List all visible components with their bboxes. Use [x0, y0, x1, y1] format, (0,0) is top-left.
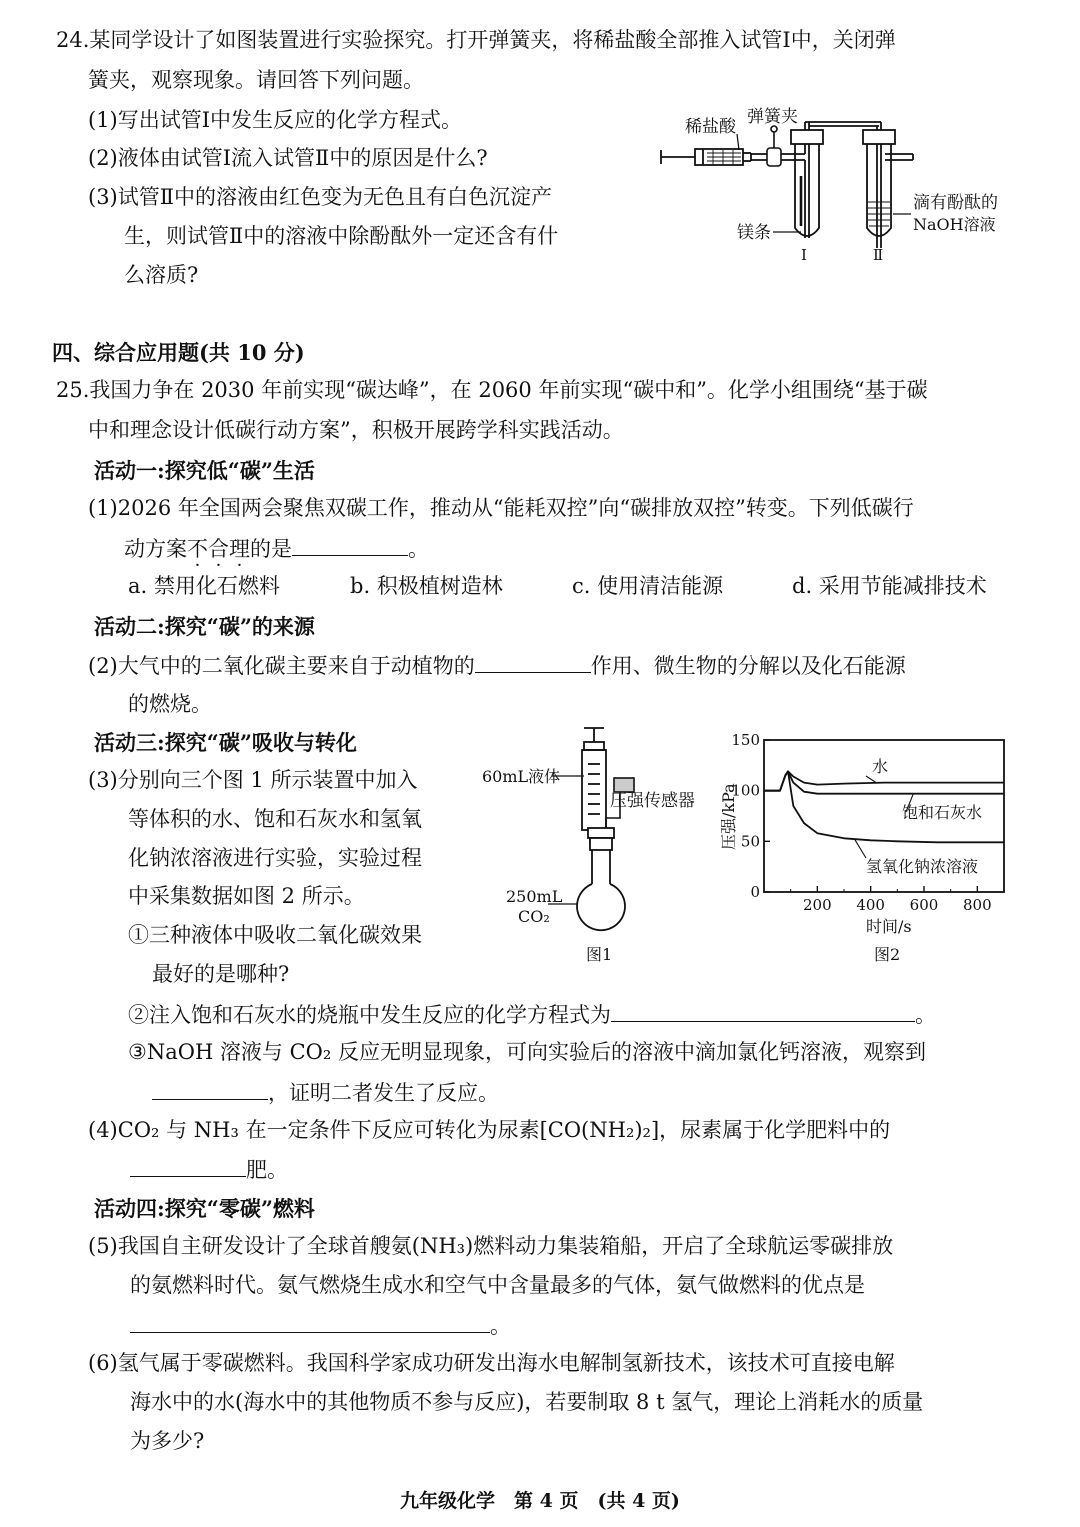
answer-blank-4[interactable] [152, 1081, 268, 1100]
q25-p6-line1: (6)氢气属于零碳燃料。我国科学家成功研发出海水电解制氢新技术，该技术可直接电解 [88, 1351, 895, 1375]
q25-p6-line3: 为多少? [130, 1429, 205, 1453]
chart-y-axis-label: 压强/kPa [719, 783, 738, 850]
section-4-title: 四、综合应用题(共 10 分) [52, 340, 305, 365]
option-c: c. 使用清洁能源 [572, 574, 724, 598]
q25-p3-q3-line1: ③NaOH 溶液与 CO₂ 反应无明显现象，可向实验后的溶液中滴加氯化钙溶液，观察到 [128, 1040, 926, 1064]
y-tick-label-100: 100 [731, 781, 760, 800]
x-axis-ticks [791, 886, 992, 914]
q25-p3-line2: 等体积的水、饱和石灰水和氢氧 [128, 807, 422, 831]
q25-p3-q3-line2 [152, 1081, 499, 1104]
q25-p5-line1: (5)我国自主研发设计了全球首艘氨(NH₃)燃料动力集装箱船，开启了全球航运零碳排放 [88, 1234, 894, 1258]
label-spring-clamp: 弹簧夹 [747, 107, 798, 127]
activity-1-title: 活动一:探究低“碳”生活 [94, 458, 315, 483]
label-pressure-sensor: 压强传感器 [610, 791, 695, 811]
q25-p4-line1: (4)CO₂ 与 NH₃ 在一定条件下反应可转化为尿素[CO(NH₂)₂]，尿素属于化学肥料中的 [88, 1118, 891, 1142]
q25-p3-line4: 中采集数据如图 2 所示。 [128, 884, 365, 908]
p3-q3-text: ，证明二者发生了反应。 [268, 1081, 499, 1105]
q25-p3-q1-line2: 最好的是哪种? [152, 962, 290, 986]
q24-stem-line2: 簧夹，观察现象。请回答下列问题。 [88, 68, 424, 92]
chart-x-axis-label: 时间/s [866, 917, 912, 936]
label-60ml-liquid: 60mL液体 [482, 767, 561, 786]
label-tube-1: Ⅰ [801, 246, 807, 264]
q25-p2-line2: 的燃烧。 [128, 692, 212, 716]
p5-end: 。 [490, 1314, 511, 1338]
test-tube-1 [791, 130, 823, 236]
q24-stem-line1: 24.某同学设计了如图装置进行实验探究。打开弹簧夹，将稀盐酸全部推入试管Ⅰ中，关闭弹 [56, 28, 896, 52]
q24-apparatus-figure [655, 98, 1030, 268]
acid-liquid-hatching [707, 150, 741, 164]
p1-text-b: 的是 [250, 537, 292, 561]
y-tick-label-150: 150 [731, 731, 760, 749]
figure-1-apparatus [480, 724, 720, 974]
emph-char-2: 合 [208, 537, 229, 561]
figure-1-caption: 图1 [586, 945, 613, 964]
q25-p3-q1-line1: ①三种液体中吸收二氧化碳效果 [128, 923, 422, 947]
q25-p3-q2 [128, 1003, 936, 1026]
label-co2: CO₂ [518, 907, 550, 926]
x-tick-label-800: 800 [963, 896, 992, 914]
p3-q2-end: 。 [915, 1003, 936, 1027]
label-mg-ribbon: 镁条 [737, 223, 771, 243]
q25-stem-line1: 25.我国力争在 2030 年前实现“碳达峰”，在 2060 年前实现“碳中和”。化学小组围绕“基于碳 [56, 378, 928, 402]
series-label-2: 氢氧化钠浓溶液 [866, 857, 979, 876]
q24-sub1: (1)写出试管Ⅰ中发生反应的化学方程式。 [88, 108, 463, 132]
p1-end: 。 [408, 537, 429, 561]
q24-sub3-line1: (3)试管Ⅱ中的溶液由红色变为无色且有白色沉淀产 [88, 185, 553, 209]
q24-sub3-line3: 么溶质? [124, 263, 199, 287]
q25-stem-line2: 中和理念设计低碳行动方案”，积极开展跨学科实践活动。 [88, 418, 624, 442]
answer-blank-1[interactable] [292, 537, 408, 556]
spring-clamp [767, 126, 781, 166]
activity-3-title: 活动三:探究“碳”吸收与转化 [94, 730, 357, 755]
q25-p6-line2: 海水中的水(海水中的其他物质不参与反应)，若要制取 8 t 氢气，理论上消耗水的质量 [130, 1390, 924, 1414]
q25-p1-line1: (1)2026 年全国两会聚焦双碳工作，推动从“能耗双控”向“碳排放双控”转变。下列低碳行 [88, 496, 914, 520]
p2-text-a: (2)大气中的二氧化碳主要来自于动植物的 [88, 654, 475, 678]
x-tick-label-200: 200 [803, 896, 832, 914]
q25-p2-line1 [88, 654, 906, 677]
series-leader-0 [866, 776, 876, 783]
label-solution-line1: 滴有酚酞的 [913, 193, 998, 213]
option-d: d. 采用节能减排技术 [792, 574, 987, 598]
series-label-1: 饱和石灰水 [902, 803, 983, 822]
label-dilute-hcl: 稀盐酸 [685, 117, 736, 137]
activity-4-title: 活动四:探究“零碳”燃料 [94, 1196, 315, 1221]
page-footer: 九年级化学 第 4 页 (共 4 页) [400, 1490, 680, 1512]
figure-2-pressure-chart [716, 724, 1016, 974]
emph-char-1: 不 [187, 537, 208, 561]
y-tick-label-50: 50 [740, 832, 760, 851]
p3-q2-text: ②注入饱和石灰水的烧瓶中发生反应的化学方程式为 [128, 1003, 611, 1027]
q25-p3-line1: (3)分别向三个图 1 所示装置中加入 [88, 768, 418, 792]
label-tube-2: Ⅱ [873, 246, 884, 264]
chart-series-labels [855, 757, 982, 876]
q24-sub3-line2: 生，则试管Ⅱ中的溶液中除酚酞外一定还含有什 [124, 224, 559, 248]
p1-text-a: 动方案 [124, 537, 187, 561]
fig1-syringe [582, 728, 606, 844]
q25-p3-line3: 化钠浓溶液进行实验，实验过程 [128, 846, 422, 870]
p2-text-b: 作用、微生物的分解以及化石能源 [590, 654, 906, 678]
x-tick-label-400: 400 [856, 896, 885, 914]
label-solution-line2: NaOH溶液 [913, 215, 996, 234]
answer-blank-3[interactable] [611, 1003, 915, 1022]
option-a: a. 禁用化石燃料 [128, 574, 280, 598]
answer-blank-6[interactable] [130, 1314, 490, 1333]
p4-text: 肥。 [246, 1158, 288, 1182]
series-label-0: 水 [872, 757, 889, 776]
q25-p4-line2 [130, 1158, 288, 1181]
q25-p5-line2: 的氨燃料时代。氨气燃烧生成水和空气中含量最多的气体，氨气做燃料的优点是 [130, 1273, 865, 1297]
answer-blank-2[interactable] [475, 654, 591, 673]
naoh-liquid-lines [868, 202, 890, 226]
series-leader-2 [855, 839, 866, 858]
y-tick-label-0: 0 [750, 883, 760, 901]
x-tick-label-600: 600 [909, 896, 939, 914]
answer-blank-5[interactable] [130, 1158, 246, 1177]
fig1-stopper-flask [577, 828, 625, 930]
emph-char-3: 理 [229, 537, 250, 561]
q24-sub2: (2)液体由试管Ⅰ流入试管Ⅱ中的原因是什么? [88, 146, 488, 170]
activity-2-title: 活动二:探究“碳”的来源 [94, 614, 315, 639]
label-250ml: 250mL [506, 887, 563, 906]
q25-p1-line2 [124, 537, 429, 560]
figure-2-caption: 图2 [874, 945, 901, 964]
q25-p5-line3 [130, 1314, 511, 1337]
option-b: b. 积极植树造林 [350, 574, 503, 598]
